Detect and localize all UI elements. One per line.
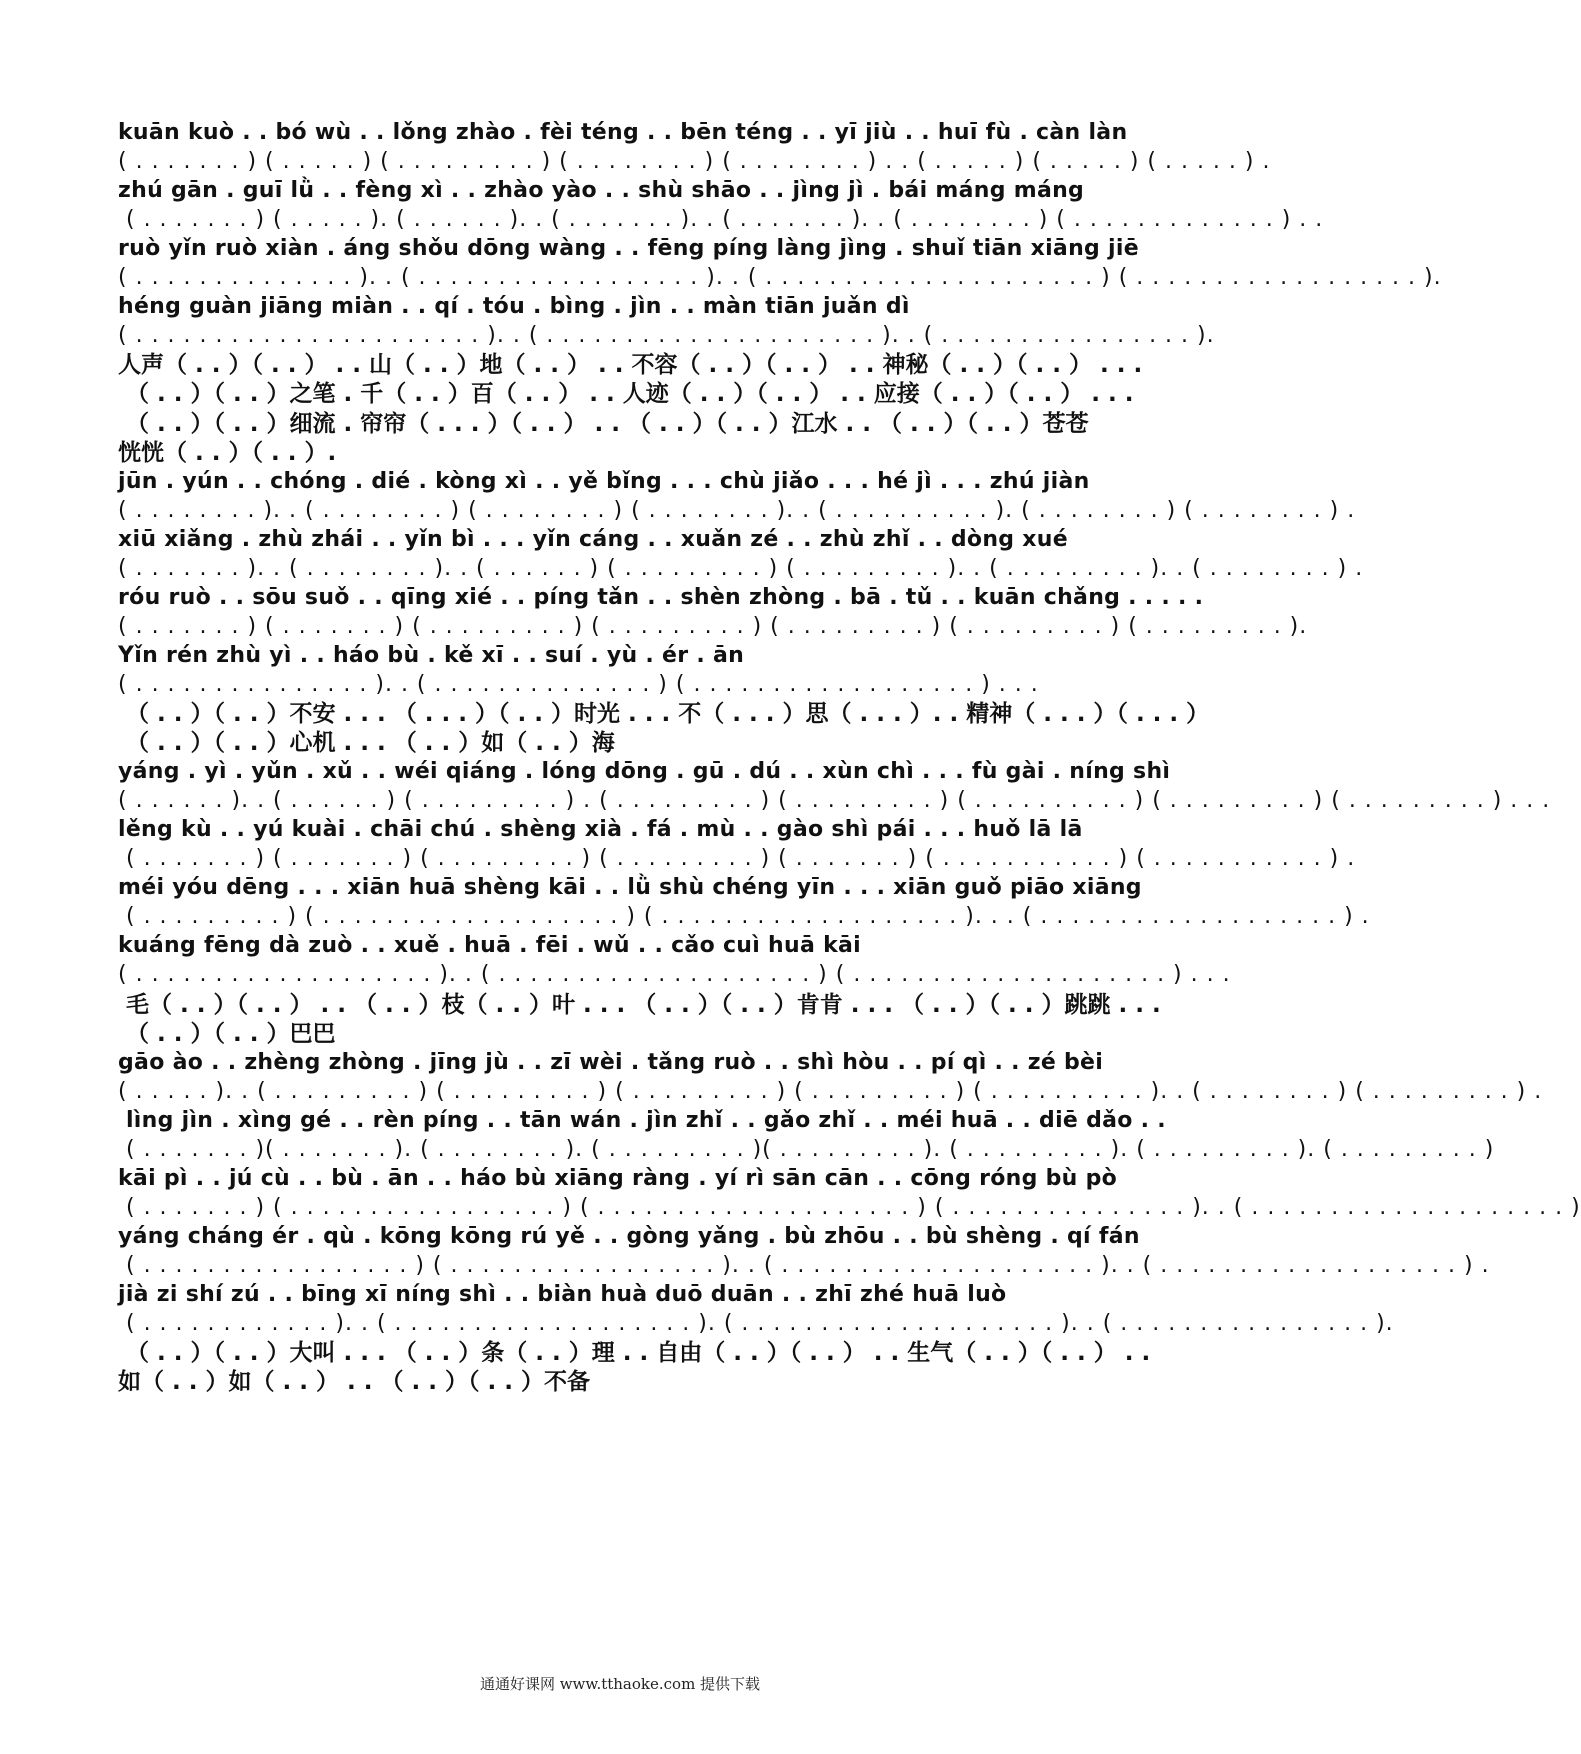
- answer-blank-line[interactable]: ( . . . . . . . ) ( . . . . . . . ) ( . . . . . . . . . ) ( . . . . . . . . . ) ( . . . . . . . ) ( . . . . . . . . . . . ) ( . . . . . . . . . . . ) .: [118, 846, 1356, 871]
- idiom-fill-line[interactable]: 如（ . . ）如（ . . ） . . （ . . ）（ . . ）不备: [118, 1369, 590, 1395]
- pinyin-line: jià zi shí zú . . bīng xī níng shì . . biàn huà duō duān . . zhī zhé huā luò: [118, 1282, 1007, 1307]
- idiom-fill-line[interactable]: （ . . ）（ . . ）心机 . . . （ . . ）如（ . . ）海: [118, 730, 615, 756]
- pinyin-line: jūn . yún . . chóng . dié . kòng xì . . yě bǐng . . . chù jiǎo . . . hé jì . . . zhú jiàn: [118, 469, 1090, 494]
- pinyin-line: Yǐn rén zhù yì . . háo bù . kě xī . . suí . yù . ér . ān: [118, 643, 745, 668]
- answer-blank-line[interactable]: ( . . . . . . . . . . . . . . . . . . . ). . ( . . . . . . . . . . . . . . . . . . . . ) ( . . . . . . . . . . . . . . . . . . . . ) . . .: [118, 962, 1231, 987]
- pinyin-line: xiū xiǎng . zhù zhái . . yǐn bì . . . yǐn cáng . . xuǎn zé . . zhù zhǐ . . dòng xué: [118, 527, 1068, 552]
- answer-blank-line[interactable]: ( . . . . . . . . . . . . . . . . . ) ( . . . . . . . . . . . . . . . . . ). . ( . . . . . . . . . . . . . . . . . . . . ). . ( . . . . . . . . . . . . . . . . . . . ) .: [118, 1253, 1490, 1278]
- idiom-fill-line[interactable]: （ . . ）（ . . ）之笔 . 千（ . . ）百（ . . ） . . 人迹（ . . ）（ . . ） . . 应接（ . . ）（ . . ） . . .: [118, 381, 1134, 407]
- pinyin-line: yáng . yì . yǔn . xǔ . . wéi qiáng . lóng dōng . gū . dú . . xùn chì . . . fù gài . níng shì: [118, 759, 1171, 784]
- answer-blank-line[interactable]: ( . . . . . . . ) ( . . . . . . . . . . . . . . . . . ) ( . . . . . . . . . . . . . . . . . . . . ) ( . . . . . . . . . . . . . . . ). . ( . . . . . . . . . . . . . . . . . . . . ): [118, 1195, 1581, 1220]
- idiom-fill-line[interactable]: 毛（ . . ）（ . . ） . . （ . . ）枝（ . . ）叶 . . . （ . . ）（ . . ）肯肯 . . . （ . . ）（ . . ）跳跳 . . .: [118, 992, 1161, 1018]
- pinyin-line: gāo ào . . zhèng zhòng . jīng jù . . zī wèi . tǎng ruò . . shì hòu . . pí qì . . zé bèi: [118, 1050, 1104, 1075]
- answer-blank-line[interactable]: ( . . . . . . . . . . . . . . ). . ( . . . . . . . . . . . . . . . . . . ). . ( . . . . . . . . . . . . . . . . . . . . . ) ( . . . . . . . . . . . . . . . . . . ).: [118, 265, 1442, 290]
- pinyin-line: lìng jìn . xìng gé . . rèn píng . . tān wán . jìn zhǐ . . gǎo zhǐ . . méi huā . . diē dǎo . .: [118, 1108, 1166, 1133]
- pinyin-line: méi yóu dēng . . . xiān huā shèng kāi . . lǜ shù chéng yīn . . . xiān guǒ piāo xiāng: [118, 875, 1142, 900]
- answer-blank-line[interactable]: ( . . . . . . . ) ( . . . . . ) ( . . . . . . . . . ) ( . . . . . . . . ) ( . . . . . . . . ) . . ( . . . . . ) ( . . . . . ) ( . . . . . ) .: [118, 149, 1271, 174]
- answer-blank-line[interactable]: ( . . . . . . . . ). . ( . . . . . . . . ) ( . . . . . . . . ) ( . . . . . . . . ). . ( . . . . . . . . . . ). ( . . . . . . . . ) ( . . . . . . . . ) .: [118, 498, 1356, 523]
- pinyin-line: kāi pì . . jú cù . . bù . ān . . háo bù xiāng ràng . yí rì sān cān . . cōng róng bù pò: [118, 1166, 1118, 1191]
- pinyin-line: lěng kù . . yú kuài . chāi chú . shèng xià . fá . mù . . gào shì pái . . . huǒ lā lā: [118, 817, 1083, 842]
- idiom-fill-line[interactable]: （ . . ）（ . . ）大叫 . . . （ . . ）条（ . . ）理 . . 自由（ . . ）（ . . ） . . 生气（ . . ）（ . . ） . .: [118, 1340, 1151, 1366]
- idiom-fill-line[interactable]: （ . . ）（ . . ）不安 . . . （ . . . ）（ . . ）时光 . . . 不（ . . . ）思（ . . . ）. . 精神（ . . . ）（ . . . ）: [118, 701, 1210, 727]
- answer-blank-line[interactable]: ( . . . . . . . . . . . . . . . . . . . . . . ). . ( . . . . . . . . . . . . . . . . . . . . . ). . ( . . . . . . . . . . . . . . . . ).: [118, 323, 1215, 348]
- answer-blank-line[interactable]: ( . . . . . . . )( . . . . . . . ). ( . . . . . . . . ). ( . . . . . . . . . )( . . . . . . . . . ). ( . . . . . . . . . ). ( . . . . . . . . . ). ( . . . . . . . . . ): [118, 1137, 1495, 1162]
- answer-blank-line[interactable]: ( . . . . . . . ). . ( . . . . . . . . ). . ( . . . . . . ) ( . . . . . . . . . ) ( . . . . . . . . . ). . ( . . . . . . . . . ). . ( . . . . . . . . ) .: [118, 556, 1364, 581]
- idiom-fill-line[interactable]: （ . . ）（ . . ）巴巴: [118, 1021, 336, 1047]
- answer-blank-line[interactable]: ( . . . . . . . ) ( . . . . . . . ) ( . . . . . . . . . ) ( . . . . . . . . . ) ( . . . . . . . . . ) ( . . . . . . . . . ) ( . . . . . . . . . ).: [118, 614, 1308, 639]
- answer-blank-line[interactable]: ( . . . . . . ). . ( . . . . . . ) ( . . . . . . . . . ) . ( . . . . . . . . . ) ( . . . . . . . . . ) ( . . . . . . . . . . ) ( . . . . . . . . . ) ( . . . . . . . . . ) . . .: [118, 788, 1551, 813]
- pinyin-line: róu ruò . . sōu suǒ . . qīng xié . . píng tǎn . . shèn zhòng . bā . tǔ . . kuān chǎng . . . . .: [118, 585, 1204, 610]
- answer-blank-line[interactable]: ( . . . . . . . . . ) ( . . . . . . . . . . . . . . . . . . . ) ( . . . . . . . . . . . . . . . . . . . ). . . ( . . . . . . . . . . . . . . . . . . . ) .: [118, 904, 1370, 929]
- pinyin-line: zhú gān . guī lǜ . . fèng xì . . zhào yào . . shù shāo . . jìng jì . bái máng máng: [118, 178, 1085, 203]
- pinyin-line: ruò yǐn ruò xiàn . áng shǒu dōng wàng . . fēng píng làng jìng . shuǐ tiān xiāng jiē: [118, 236, 1139, 261]
- idiom-fill-line[interactable]: 恍恍（ . . ）（ . . ）.: [118, 440, 337, 466]
- pinyin-line: kuáng fēng dà zuò . . xuě . huā . fēi . wǔ . . cǎo cuì huā kāi: [118, 933, 861, 958]
- pinyin-line: kuān kuò . . bó wù . . lǒng zhào . fèi téng . . bēn téng . . yī jiù . . huī fù . càn làn: [118, 120, 1128, 145]
- idiom-fill-line[interactable]: （ . . ）（ . . ）细流 . 帘帘（ . . . ）（ . . ） . . （ . . ）（ . . ）江水 . . （ . . ）（ . . ）苍苍: [118, 411, 1089, 437]
- page-footer: 通通好课网 www.tthaoke.com 提供下载: [479, 1675, 761, 1693]
- pinyin-line: héng guàn jiāng miàn . . qí . tóu . bìng . jìn . . màn tiān juǎn dì: [118, 294, 910, 319]
- answer-blank-line[interactable]: ( . . . . . ). . ( . . . . . . . . . ) ( . . . . . . . . . ) ( . . . . . . . . . ) ( . . . . . . . . . ) ( . . . . . . . . . . ). . ( . . . . . . . . ) ( . . . . . . . . . ) .: [118, 1079, 1543, 1104]
- answer-blank-line[interactable]: ( . . . . . . . ) ( . . . . . ). ( . . . . . . ). . ( . . . . . . . ). . ( . . . . . . . ). . ( . . . . . . . . ) ( . . . . . . . . . . . . . ) . .: [118, 207, 1324, 232]
- answer-blank-line[interactable]: ( . . . . . . . . . . . . . . . ). . ( . . . . . . . . . . . . . . ) ( . . . . . . . . . . . . . . . . . . ) . . .: [118, 672, 1039, 697]
- pinyin-line: yáng cháng ér . qù . kōng kōng rú yě . . gòng yǎng . bù zhōu . . bù shèng . qí fán: [118, 1224, 1140, 1249]
- answer-blank-line[interactable]: ( . . . . . . . . . . . . ). . ( . . . . . . . . . . . . . . . . . . . ). ( . . . . . . . . . . . . . . . . . . . . ). . ( . . . . . . . . . . . . . . . . ).: [118, 1311, 1394, 1336]
- idiom-fill-line[interactable]: 人声（ . . ）（ . . ） . . 山（ . . ）地（ . . ） . . 不容（ . . ）（ . . ） . . 神秘（ . . ）（ . . ） . . .: [118, 352, 1143, 378]
